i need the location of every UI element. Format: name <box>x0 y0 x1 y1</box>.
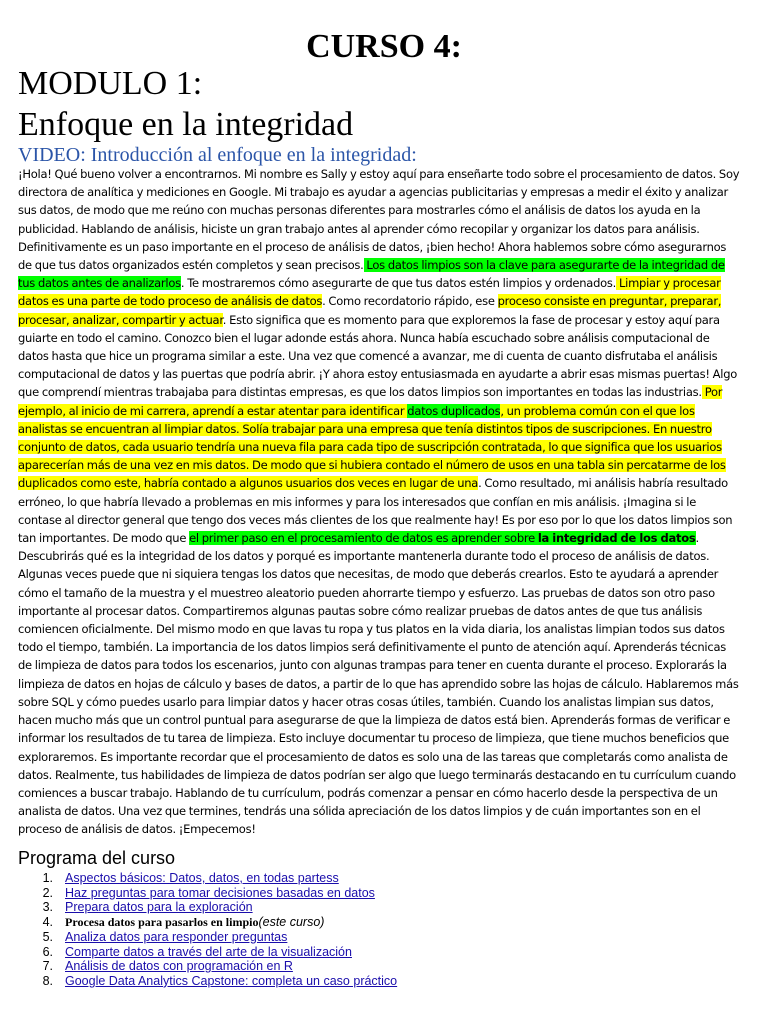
program-item <box>20 900 397 915</box>
highlight-yellow: , un problema común con el que los analistas se encuentran al limpiar datos. Solía trabajar para una empresa que tenía distintos tipos de suscripciones. En nuestro conjunto de datos, cada usuario tendría una nueva fila para cada tipo de suscripción contratada, lo que significa que los usuarios aparecerían más de una vez en mis datos. De modo que si hubiera contado el número de usos en una tabla sin percatarme de los duplicados como este, habría contado a algunos usuarios dos veces en lugar de una <box>18 403 726 491</box>
program-link[interactable]: Comparte datos a través del arte de la visualización <box>65 944 352 959</box>
item-number: 2. <box>42 885 53 900</box>
item-number: 5. <box>42 929 53 944</box>
program-link[interactable]: Analiza datos para responder preguntas <box>65 929 288 944</box>
module-title: MODULO 1: <box>18 65 203 102</box>
item-number: 3. <box>42 900 53 915</box>
transcript-text: ¡Hola! Qué bueno volver a encontrarnos. Mi nombre es Sally y estoy aquí para enseñarte todo sobre el procesamiento de datos. Soy directora de analítica y mediciones en Google. Mi trabajo es ayudar a agencias publicitarias y empresas a medir el éxito y analizar sus datos, de modo que me reúno con muchas personas diferentes para mostrarles cómo el análisis de datos los ayuda en la publicidad. Hablando de análisis, hiciste un gran trabajo antes al aprender cómo recopilar y organizar los datos para análisis. Definitivamente es un paso importante en el proceso de análisis de datos, ¡bien hecho! Ahora hablemos sobre cómo asegurarnos de que tus datos organizados estén completos y sean precisos. <box>18 167 740 273</box>
current-course-note: (este curso) <box>258 915 325 930</box>
program-link[interactable]: Análisis de datos con programación en R <box>65 959 293 974</box>
item-number: 8. <box>42 973 53 988</box>
highlight-yellow: Limpiar y procesar datos es una parte de todo proceso de análisis de datos <box>18 276 721 309</box>
program-list <box>20 871 397 989</box>
module-topic-title: Enfoque en la integridad <box>18 106 354 143</box>
highlight-green-bold: la integridad de los datos <box>537 531 696 546</box>
course-title: CURSO 4: <box>306 28 462 65</box>
program-item <box>20 886 397 901</box>
highlight-green: el primer paso en el procesamiento de datos es aprender sobre <box>189 531 538 546</box>
transcript-text: . Te mostraremos cómo asegurarte de que tus datos estén limpios y ordenados. <box>180 276 617 291</box>
program-item <box>20 871 397 886</box>
item-number: 6. <box>42 944 53 959</box>
item-number: 4. <box>42 915 53 930</box>
program-link[interactable]: Haz preguntas para tomar decisiones basadas en datos <box>65 885 375 900</box>
program-item <box>20 930 397 945</box>
transcript-text: . Descubrirás qué es la integridad de los datos y porqué es importante mantenerla durante todo el proceso de análisis de datos. Algunas veces puede que ni siquiera tengas los datos que necesitas, de modo que deberás crearlos. Esto te ayudará a aprender cómo el tamaño de la muestra y el muestreo aleatorio pueden ahorrarte tiempo y esfuerzo. Las pruebas de datos son otro paso importante al procesar datos. Compartiremos algunas pautas sobre cómo realizar pruebas de datos antes de que tus análisis comiencen oficialmente. Del mismo modo en que lavas tu ropa y tus platos en la vida diaria, los analistas limpian todos sus datos todo el tiempo, también. La importancia de los datos limpios será definitivamente el punto de atención aquí. Aprenderás técnicas de limpieza de datos para todos los escenarios, junto con algunas trampas para tener en cuenta durante el proceso. Explorarás la limpieza de datos en hojas de cálculo y bases de datos, a partir de lo que has aprendido sobre las hojas de cálculo. Hablaremos más sobre SQL y cómo puedes usarlo para limpiar datos y hacer otras cosas útiles, también. Cuando los analistas limpian sus datos, hacen mucho más que un control puntual para asegurarse de que la limpieza de datos está bien. Aprenderás formas de verificar e informar los resultados de tu tarea de limpieza. Esto incluye documentar tu proceso de limpieza, que tiene muchos beneficios que exploraremos. Es importante recordar que el procesamiento de datos es solo una de las tareas que completarás como analista de datos. Realmente, tus habilidades de limpieza de datos podrían ser algo que luego terminarás destacando en tu currículum cuando comiences a buscar trabajo. Hablando de tu currículum, podrás comenzar a pensar en cómo hacerlo desde la perspectiva de un analista de datos. Una vez que termines, tendrás una sólida apreciación de los datos limpios y de cuán importantes son en el proceso de análisis de datos. ¡Empecemos! <box>18 531 739 837</box>
transcript-text: . Como resultado, mi análisis habría resultado erróneo, lo que habría llevado a problemas en mis informes y para los interesados que confían en mis análisis. ¡Imagina si le contase al director general que tengo dos veces más clientes de los que realmente hay! Es por eso por lo que los datos limpios son tan importantes. De modo que <box>18 476 733 546</box>
program-item <box>20 945 397 960</box>
transcript-text: . Esto significa que es momento para que exploremos la fase de procesar y estoy aquí para guiarte en todo el camino. Conozco bien el lugar adonde estás ahora. Nunca había escuchado sobre análisis computacional de datos hasta que hice un programa similar a este. Una vez que comencé a avanzar, me di cuenta de cuanto disfrutaba el análisis computacional de datos y las puertas que podría abrir. ¡Y ahora estoy entusiasmada en ayudarte a abrir esas mismas puertas! Algo que comprendí mientras trabajaba para distintas empresas, es que los datos limpios son importantes en todas las industrias. <box>18 312 738 400</box>
program-link[interactable]: Prepara datos para la exploración <box>65 900 253 915</box>
program-link[interactable]: Google Data Analytics Capstone: completa un caso práctico <box>65 973 398 988</box>
transcript-text: . Como recordatorio rápido, ese <box>322 294 498 309</box>
highlight-yellow: Por ejemplo, al inicio de mi carrera, aprendí a estar atentar para identificar <box>18 385 723 418</box>
video-title: VIDEO: Introducción al enfoque en la integridad: <box>18 144 417 166</box>
program-link[interactable]: Aspectos básicos: Datos, datos, en todas partess <box>65 871 339 885</box>
program-item <box>20 974 397 989</box>
program-item-current <box>20 915 397 930</box>
program-item <box>20 959 397 974</box>
item-number: 7. <box>42 959 53 974</box>
transcript-paragraph <box>18 165 740 839</box>
highlight-green: datos duplicados <box>407 403 501 418</box>
item-number: 1. <box>42 871 53 885</box>
program-heading: Programa del curso <box>18 848 176 868</box>
highlight-green: Los datos limpios son la clave para asegurarte de la integridad de tus datos antes de analizarlos <box>18 258 725 291</box>
highlight-yellow: proceso consiste en preguntar, preparar, procesar, analizar, compartir y actuar <box>18 294 722 327</box>
current-course-label: Procesa datos para pasarlos en limpio <box>65 915 259 930</box>
